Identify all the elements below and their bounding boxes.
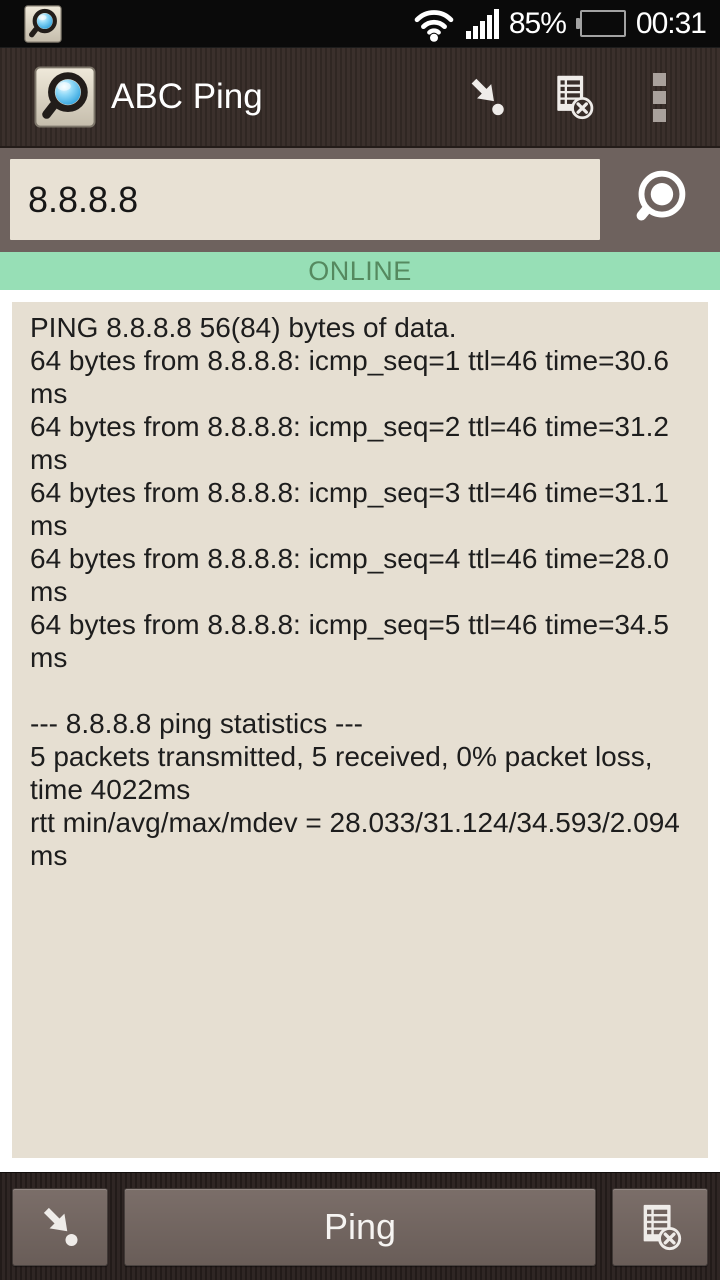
status-indicators	[412, 6, 706, 42]
toolbar-actions	[444, 54, 702, 140]
search-button[interactable]	[600, 159, 720, 240]
ping-button[interactable]: Ping	[124, 1188, 596, 1266]
ping-output-panel[interactable]	[12, 302, 708, 1158]
content-area	[0, 290, 720, 1172]
signal-strength-icon	[466, 9, 499, 39]
app-title: ABC Ping	[111, 77, 263, 116]
app-toolbar	[0, 48, 720, 146]
bottom-bar	[0, 1172, 720, 1280]
battery-nub	[576, 18, 580, 29]
clear-log-icon	[549, 73, 597, 121]
search-icon	[623, 163, 697, 237]
clear-log-button[interactable]	[530, 54, 616, 140]
host-input[interactable]	[10, 159, 600, 240]
output-line: 64 bytes from 8.8.8.8: icmp_seq=3 ttl=46 time=31.1 ms	[30, 477, 669, 541]
ping-target-button-bottom[interactable]	[12, 1188, 108, 1266]
output-line: 5 packets transmitted, 5 received, 0% packet loss, time 4022ms	[30, 741, 653, 805]
clear-log-button-bottom[interactable]	[612, 1188, 708, 1266]
output-line: rtt min/avg/max/mdev = 28.033/31.124/34.593/2.094 ms	[30, 807, 680, 871]
status-banner	[0, 252, 720, 290]
output-line: 64 bytes from 8.8.8.8: icmp_seq=5 ttl=46 time=34.5 ms	[30, 609, 669, 673]
status-bar	[0, 0, 720, 48]
battery-icon	[580, 10, 626, 37]
overflow-menu-button[interactable]	[616, 54, 702, 140]
clock: 00:31	[635, 6, 706, 40]
clear-log-icon	[635, 1202, 685, 1252]
wifi-icon	[412, 6, 456, 42]
output-line: 64 bytes from 8.8.8.8: icmp_seq=2 ttl=46 time=31.2 ms	[30, 411, 669, 475]
output-line: --- 8.8.8.8 ping statistics ---	[30, 708, 363, 739]
host-input-bar	[0, 146, 720, 252]
ping-target-button[interactable]	[444, 54, 530, 140]
abc-ping-notification-icon	[24, 5, 62, 43]
output-line	[30, 674, 690, 707]
ping-target-icon	[465, 75, 509, 119]
overflow-menu-icon	[653, 73, 666, 122]
ping-output	[30, 311, 690, 872]
output-line: 64 bytes from 8.8.8.8: icmp_seq=4 ttl=46 time=28.0 ms	[30, 543, 669, 607]
ping-target-icon	[37, 1204, 83, 1250]
battery-percent: 85%	[508, 6, 566, 40]
status-banner-label: ONLINE	[308, 255, 412, 286]
output-line: 64 bytes from 8.8.8.8: icmp_seq=1 ttl=46 time=30.6 ms	[30, 345, 669, 409]
app-icon	[34, 66, 96, 128]
output-line: PING 8.8.8.8 56(84) bytes of data.	[30, 312, 457, 343]
